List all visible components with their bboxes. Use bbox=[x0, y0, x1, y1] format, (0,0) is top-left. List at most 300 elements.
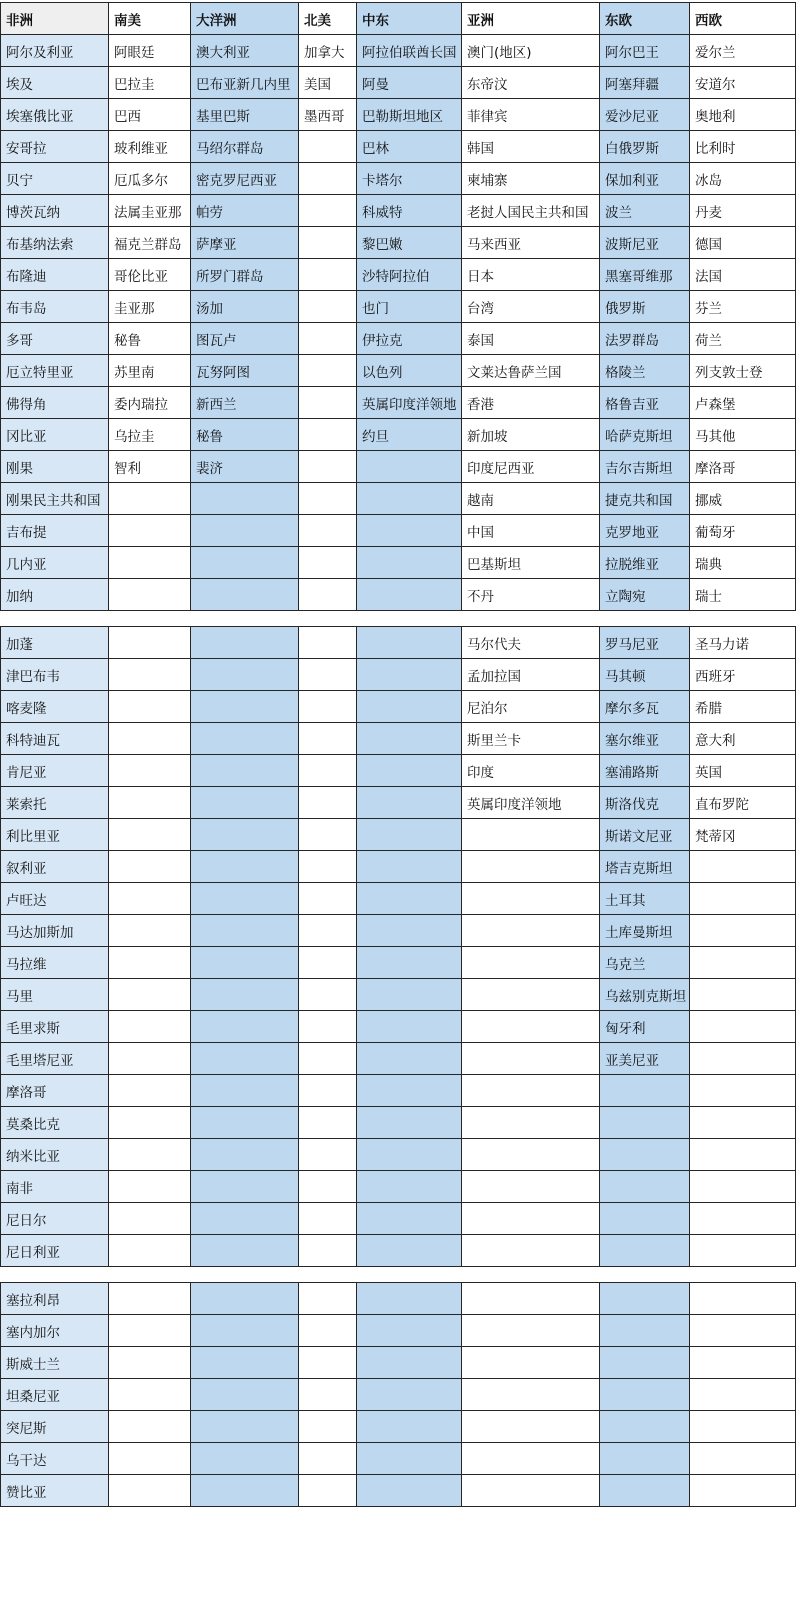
cell-middle-east: 科威特 bbox=[357, 195, 462, 227]
empty-cell bbox=[109, 979, 191, 1011]
cell-africa: 利比里亚 bbox=[1, 819, 109, 851]
empty-cell bbox=[462, 1379, 600, 1411]
cell-oceania: 马绍尔群岛 bbox=[191, 131, 299, 163]
empty-cell bbox=[600, 1235, 690, 1267]
cell-western-europe: 奥地利 bbox=[690, 99, 796, 131]
table-segment-2 bbox=[0, 626, 795, 1267]
table-row bbox=[1, 195, 796, 227]
cell-africa: 科特迪瓦 bbox=[1, 723, 109, 755]
cell-western-europe: 列支敦士登 bbox=[690, 355, 796, 387]
empty-cell bbox=[299, 787, 357, 819]
table-row bbox=[1, 99, 796, 131]
cell-western-europe: 希腊 bbox=[690, 691, 796, 723]
header-row bbox=[1, 3, 796, 35]
table-row bbox=[1, 755, 796, 787]
empty-cell bbox=[690, 1475, 796, 1507]
empty-cell bbox=[191, 1171, 299, 1203]
empty-cell bbox=[357, 1043, 462, 1075]
empty-cell bbox=[191, 691, 299, 723]
cell-africa: 阿尔及利亚 bbox=[1, 35, 109, 67]
empty-cell bbox=[109, 1443, 191, 1475]
cell-africa: 刚果民主共和国 bbox=[1, 483, 109, 515]
empty-cell bbox=[462, 819, 600, 851]
empty-cell bbox=[462, 1171, 600, 1203]
cell-south-america: 巴西 bbox=[109, 99, 191, 131]
empty-cell bbox=[462, 1203, 600, 1235]
empty-cell bbox=[109, 1171, 191, 1203]
table-row bbox=[1, 1171, 796, 1203]
empty-cell bbox=[191, 515, 299, 547]
cell-middle-east: 阿曼 bbox=[357, 67, 462, 99]
empty-cell bbox=[357, 1139, 462, 1171]
cell-asia: 文莱达鲁萨兰国 bbox=[462, 355, 600, 387]
empty-cell bbox=[462, 1283, 600, 1315]
empty-cell bbox=[191, 1139, 299, 1171]
empty-cell bbox=[191, 1379, 299, 1411]
empty-cell bbox=[299, 547, 357, 579]
empty-cell bbox=[690, 883, 796, 915]
empty-cell bbox=[109, 755, 191, 787]
table-row bbox=[1, 819, 796, 851]
cell-africa: 肯尼亚 bbox=[1, 755, 109, 787]
table-row bbox=[1, 35, 796, 67]
cell-western-europe: 意大利 bbox=[690, 723, 796, 755]
cell-asia: 中国 bbox=[462, 515, 600, 547]
cell-middle-east: 约旦 bbox=[357, 419, 462, 451]
empty-cell bbox=[357, 1011, 462, 1043]
cell-eastern-europe: 拉脱维亚 bbox=[600, 547, 690, 579]
table-row bbox=[1, 1283, 796, 1315]
empty-cell bbox=[191, 1347, 299, 1379]
cell-africa: 摩洛哥 bbox=[1, 1075, 109, 1107]
table-segment-1 bbox=[0, 2, 795, 611]
cell-africa: 几内亚 bbox=[1, 547, 109, 579]
cell-asia: 不丹 bbox=[462, 579, 600, 611]
cell-eastern-europe: 土库曼斯坦 bbox=[600, 915, 690, 947]
empty-cell bbox=[357, 915, 462, 947]
empty-cell bbox=[299, 1411, 357, 1443]
cell-eastern-europe: 波兰 bbox=[600, 195, 690, 227]
empty-cell bbox=[299, 515, 357, 547]
cell-western-europe: 卢森堡 bbox=[690, 387, 796, 419]
empty-cell bbox=[191, 1107, 299, 1139]
empty-cell bbox=[191, 819, 299, 851]
empty-cell bbox=[357, 547, 462, 579]
empty-cell bbox=[299, 1107, 357, 1139]
empty-cell bbox=[191, 851, 299, 883]
empty-cell bbox=[462, 1315, 600, 1347]
empty-cell bbox=[357, 691, 462, 723]
cell-asia: 柬埔寨 bbox=[462, 163, 600, 195]
empty-cell bbox=[299, 1475, 357, 1507]
cell-western-europe: 圣马力诺 bbox=[690, 627, 796, 659]
empty-cell bbox=[299, 1075, 357, 1107]
cell-africa: 冈比亚 bbox=[1, 419, 109, 451]
cell-eastern-europe: 立陶宛 bbox=[600, 579, 690, 611]
empty-cell bbox=[191, 883, 299, 915]
cell-africa: 贝宁 bbox=[1, 163, 109, 195]
empty-cell bbox=[109, 483, 191, 515]
empty-cell bbox=[299, 387, 357, 419]
cell-oceania: 萨摩亚 bbox=[191, 227, 299, 259]
cell-western-europe: 芬兰 bbox=[690, 291, 796, 323]
empty-cell bbox=[299, 195, 357, 227]
table-row bbox=[1, 627, 796, 659]
cell-eastern-europe: 乌兹别克斯坦 bbox=[600, 979, 690, 1011]
empty-cell bbox=[191, 547, 299, 579]
cell-africa: 埃塞俄比亚 bbox=[1, 99, 109, 131]
cell-western-europe: 挪威 bbox=[690, 483, 796, 515]
empty-cell bbox=[690, 1411, 796, 1443]
empty-cell bbox=[357, 883, 462, 915]
table-row bbox=[1, 691, 796, 723]
empty-cell bbox=[191, 947, 299, 979]
empty-cell bbox=[690, 1075, 796, 1107]
cell-oceania: 澳大利亚 bbox=[191, 35, 299, 67]
empty-cell bbox=[357, 1171, 462, 1203]
table-segment-3 bbox=[0, 1282, 795, 1507]
empty-cell bbox=[357, 659, 462, 691]
table-row bbox=[1, 259, 796, 291]
cell-eastern-europe: 波斯尼亚 bbox=[600, 227, 690, 259]
cell-south-america: 乌拉圭 bbox=[109, 419, 191, 451]
cell-eastern-europe: 俄罗斯 bbox=[600, 291, 690, 323]
cell-asia: 泰国 bbox=[462, 323, 600, 355]
empty-cell bbox=[109, 1235, 191, 1267]
empty-cell bbox=[299, 323, 357, 355]
cell-south-america: 福克兰群岛 bbox=[109, 227, 191, 259]
cell-africa: 厄立特里亚 bbox=[1, 355, 109, 387]
empty-cell bbox=[600, 1411, 690, 1443]
cell-oceania: 基里巴斯 bbox=[191, 99, 299, 131]
empty-cell bbox=[109, 659, 191, 691]
cell-africa: 加蓬 bbox=[1, 627, 109, 659]
empty-cell bbox=[191, 1075, 299, 1107]
empty-cell bbox=[299, 627, 357, 659]
table-row bbox=[1, 947, 796, 979]
empty-cell bbox=[690, 1443, 796, 1475]
empty-cell bbox=[462, 1011, 600, 1043]
cell-asia: 尼泊尔 bbox=[462, 691, 600, 723]
cell-south-america: 阿眼廷 bbox=[109, 35, 191, 67]
cell-south-america: 玻利维亚 bbox=[109, 131, 191, 163]
cell-asia: 新加坡 bbox=[462, 419, 600, 451]
cell-eastern-europe: 亚美尼亚 bbox=[600, 1043, 690, 1075]
cell-western-europe: 安道尔 bbox=[690, 67, 796, 99]
cell-eastern-europe: 阿尔巴王 bbox=[600, 35, 690, 67]
empty-cell bbox=[191, 1475, 299, 1507]
table-row bbox=[1, 323, 796, 355]
cell-africa: 南非 bbox=[1, 1171, 109, 1203]
cell-africa: 尼日尔 bbox=[1, 1203, 109, 1235]
empty-cell bbox=[462, 1043, 600, 1075]
cell-oceania: 秘鲁 bbox=[191, 419, 299, 451]
cell-oceania: 新西兰 bbox=[191, 387, 299, 419]
empty-cell bbox=[462, 1075, 600, 1107]
empty-cell bbox=[299, 1139, 357, 1171]
cell-middle-east: 卡塔尔 bbox=[357, 163, 462, 195]
cell-eastern-europe: 克罗地亚 bbox=[600, 515, 690, 547]
empty-cell bbox=[357, 1347, 462, 1379]
column-header-asia: 亚洲 bbox=[462, 3, 600, 35]
empty-cell bbox=[109, 915, 191, 947]
empty-cell bbox=[299, 291, 357, 323]
cell-eastern-europe: 塞尔维亚 bbox=[600, 723, 690, 755]
table-row bbox=[1, 163, 796, 195]
cell-africa: 尼日利亚 bbox=[1, 1235, 109, 1267]
column-header-africa: 非洲 bbox=[1, 3, 109, 35]
empty-cell bbox=[600, 1107, 690, 1139]
empty-cell bbox=[357, 787, 462, 819]
table-row bbox=[1, 659, 796, 691]
empty-cell bbox=[357, 851, 462, 883]
empty-cell bbox=[690, 1315, 796, 1347]
cell-asia: 老挝人国民主共和国 bbox=[462, 195, 600, 227]
empty-cell bbox=[600, 1379, 690, 1411]
cell-asia: 香港 bbox=[462, 387, 600, 419]
cell-middle-east: 巴林 bbox=[357, 131, 462, 163]
empty-cell bbox=[600, 1443, 690, 1475]
empty-cell bbox=[191, 1443, 299, 1475]
cell-africa: 卢旺达 bbox=[1, 883, 109, 915]
cell-asia: 印度 bbox=[462, 755, 600, 787]
empty-cell bbox=[299, 851, 357, 883]
empty-cell bbox=[109, 1379, 191, 1411]
empty-cell bbox=[299, 259, 357, 291]
cell-asia: 印度尼西亚 bbox=[462, 451, 600, 483]
empty-cell bbox=[191, 483, 299, 515]
cell-eastern-europe: 摩尔多瓦 bbox=[600, 691, 690, 723]
empty-cell bbox=[299, 579, 357, 611]
cell-asia: 台湾 bbox=[462, 291, 600, 323]
empty-cell bbox=[299, 1379, 357, 1411]
cell-africa: 莱索托 bbox=[1, 787, 109, 819]
cell-africa: 布韦岛 bbox=[1, 291, 109, 323]
cell-africa: 吉布提 bbox=[1, 515, 109, 547]
cell-western-europe: 葡萄牙 bbox=[690, 515, 796, 547]
table-row bbox=[1, 1475, 796, 1507]
table-row bbox=[1, 1411, 796, 1443]
empty-cell bbox=[690, 947, 796, 979]
table-row bbox=[1, 1139, 796, 1171]
table-row bbox=[1, 1315, 796, 1347]
empty-cell bbox=[299, 819, 357, 851]
empty-cell bbox=[600, 1283, 690, 1315]
cell-eastern-europe: 匈牙利 bbox=[600, 1011, 690, 1043]
cell-western-europe: 马其他 bbox=[690, 419, 796, 451]
empty-cell bbox=[299, 1203, 357, 1235]
empty-cell bbox=[109, 627, 191, 659]
cell-africa: 布基纳法索 bbox=[1, 227, 109, 259]
cell-western-europe: 冰岛 bbox=[690, 163, 796, 195]
cell-western-europe: 英国 bbox=[690, 755, 796, 787]
cell-eastern-europe: 罗马尼亚 bbox=[600, 627, 690, 659]
empty-cell bbox=[109, 851, 191, 883]
cell-africa: 叙利亚 bbox=[1, 851, 109, 883]
cell-africa: 毛里塔尼亚 bbox=[1, 1043, 109, 1075]
empty-cell bbox=[299, 1235, 357, 1267]
empty-cell bbox=[109, 547, 191, 579]
cell-asia: 马来西亚 bbox=[462, 227, 600, 259]
cell-middle-east: 黎巴嫩 bbox=[357, 227, 462, 259]
empty-cell bbox=[299, 691, 357, 723]
column-header-eastern-europe: 东欧 bbox=[600, 3, 690, 35]
empty-cell bbox=[690, 1283, 796, 1315]
empty-cell bbox=[462, 1443, 600, 1475]
empty-cell bbox=[299, 1347, 357, 1379]
cell-eastern-europe: 捷克共和国 bbox=[600, 483, 690, 515]
empty-cell bbox=[357, 579, 462, 611]
empty-cell bbox=[357, 483, 462, 515]
empty-cell bbox=[357, 1075, 462, 1107]
empty-cell bbox=[299, 419, 357, 451]
table-row bbox=[1, 1443, 796, 1475]
empty-cell bbox=[191, 787, 299, 819]
table-row bbox=[1, 67, 796, 99]
column-header-oceania: 大洋洲 bbox=[191, 3, 299, 35]
empty-cell bbox=[109, 1475, 191, 1507]
empty-cell bbox=[299, 131, 357, 163]
empty-cell bbox=[191, 1315, 299, 1347]
cell-africa: 刚果 bbox=[1, 451, 109, 483]
empty-cell bbox=[299, 1171, 357, 1203]
table-row bbox=[1, 291, 796, 323]
cell-africa: 加纳 bbox=[1, 579, 109, 611]
table-row bbox=[1, 883, 796, 915]
cell-western-europe: 瑞典 bbox=[690, 547, 796, 579]
empty-cell bbox=[299, 1315, 357, 1347]
empty-cell bbox=[109, 819, 191, 851]
cell-eastern-europe: 爱沙尼亚 bbox=[600, 99, 690, 131]
cell-middle-east: 以色列 bbox=[357, 355, 462, 387]
empty-cell bbox=[357, 1411, 462, 1443]
empty-cell bbox=[109, 515, 191, 547]
cell-asia: 韩国 bbox=[462, 131, 600, 163]
cell-eastern-europe: 白俄罗斯 bbox=[600, 131, 690, 163]
cell-western-europe: 法国 bbox=[690, 259, 796, 291]
empty-cell bbox=[690, 979, 796, 1011]
empty-cell bbox=[191, 979, 299, 1011]
cell-western-europe: 比利时 bbox=[690, 131, 796, 163]
empty-cell bbox=[191, 1043, 299, 1075]
empty-cell bbox=[357, 1379, 462, 1411]
empty-cell bbox=[357, 451, 462, 483]
cell-south-america: 哥伦比亚 bbox=[109, 259, 191, 291]
cell-asia: 马尔代夫 bbox=[462, 627, 600, 659]
table-row bbox=[1, 1235, 796, 1267]
table-row bbox=[1, 387, 796, 419]
column-header-south-america: 南美 bbox=[109, 3, 191, 35]
cell-africa: 马拉维 bbox=[1, 947, 109, 979]
empty-cell bbox=[191, 915, 299, 947]
table-row bbox=[1, 355, 796, 387]
table-row bbox=[1, 227, 796, 259]
cell-western-europe: 德国 bbox=[690, 227, 796, 259]
cell-africa: 乌干达 bbox=[1, 1443, 109, 1475]
cell-north-america: 美国 bbox=[299, 67, 357, 99]
cell-eastern-europe: 保加利亚 bbox=[600, 163, 690, 195]
empty-cell bbox=[299, 1011, 357, 1043]
empty-cell bbox=[299, 1443, 357, 1475]
cell-eastern-europe: 黑塞哥维那 bbox=[600, 259, 690, 291]
empty-cell bbox=[462, 1475, 600, 1507]
empty-cell bbox=[357, 1475, 462, 1507]
empty-cell bbox=[109, 1411, 191, 1443]
empty-cell bbox=[299, 355, 357, 387]
cell-asia: 澳门(地区) bbox=[462, 35, 600, 67]
table-row bbox=[1, 515, 796, 547]
empty-cell bbox=[600, 1315, 690, 1347]
cell-oceania: 所罗门群岛 bbox=[191, 259, 299, 291]
empty-cell bbox=[109, 723, 191, 755]
empty-cell bbox=[357, 723, 462, 755]
cell-oceania: 瓦努阿图 bbox=[191, 355, 299, 387]
table-row bbox=[1, 979, 796, 1011]
empty-cell bbox=[191, 723, 299, 755]
cell-africa: 赞比亚 bbox=[1, 1475, 109, 1507]
cell-eastern-europe: 法罗群岛 bbox=[600, 323, 690, 355]
cell-south-america: 圭亚那 bbox=[109, 291, 191, 323]
empty-cell bbox=[299, 755, 357, 787]
table-row bbox=[1, 1011, 796, 1043]
cell-eastern-europe: 吉尔吉斯坦 bbox=[600, 451, 690, 483]
empty-cell bbox=[109, 691, 191, 723]
cell-africa: 斯威士兰 bbox=[1, 1347, 109, 1379]
empty-cell bbox=[109, 883, 191, 915]
empty-cell bbox=[357, 1315, 462, 1347]
cell-middle-east: 阿拉伯联酋长国 bbox=[357, 35, 462, 67]
table-row bbox=[1, 1379, 796, 1411]
cell-north-america: 加拿大 bbox=[299, 35, 357, 67]
empty-cell bbox=[357, 1107, 462, 1139]
empty-cell bbox=[600, 1171, 690, 1203]
empty-cell bbox=[357, 755, 462, 787]
table-row bbox=[1, 851, 796, 883]
empty-cell bbox=[299, 947, 357, 979]
cell-oceania: 图瓦卢 bbox=[191, 323, 299, 355]
empty-cell bbox=[191, 627, 299, 659]
cell-middle-east: 巴勒斯坦地区 bbox=[357, 99, 462, 131]
table-row bbox=[1, 1203, 796, 1235]
cell-eastern-europe: 塔吉克斯坦 bbox=[600, 851, 690, 883]
cell-middle-east: 伊拉克 bbox=[357, 323, 462, 355]
cell-eastern-europe: 阿塞拜疆 bbox=[600, 67, 690, 99]
cell-asia: 巴基斯坦 bbox=[462, 547, 600, 579]
empty-cell bbox=[109, 1283, 191, 1315]
empty-cell bbox=[191, 579, 299, 611]
empty-cell bbox=[462, 883, 600, 915]
empty-cell bbox=[690, 1139, 796, 1171]
table-row bbox=[1, 723, 796, 755]
empty-cell bbox=[357, 947, 462, 979]
empty-cell bbox=[357, 819, 462, 851]
cell-eastern-europe: 格鲁吉亚 bbox=[600, 387, 690, 419]
empty-cell bbox=[109, 1203, 191, 1235]
table-row bbox=[1, 547, 796, 579]
cell-africa: 纳米比亚 bbox=[1, 1139, 109, 1171]
empty-cell bbox=[109, 579, 191, 611]
cell-asia: 英属印度洋领地 bbox=[462, 787, 600, 819]
empty-cell bbox=[191, 1411, 299, 1443]
empty-cell bbox=[299, 883, 357, 915]
empty-cell bbox=[357, 1203, 462, 1235]
cell-eastern-europe: 斯诺文尼亚 bbox=[600, 819, 690, 851]
cell-oceania: 汤加 bbox=[191, 291, 299, 323]
empty-cell bbox=[109, 1075, 191, 1107]
empty-cell bbox=[690, 851, 796, 883]
cell-south-america: 厄瓜多尔 bbox=[109, 163, 191, 195]
empty-cell bbox=[357, 627, 462, 659]
